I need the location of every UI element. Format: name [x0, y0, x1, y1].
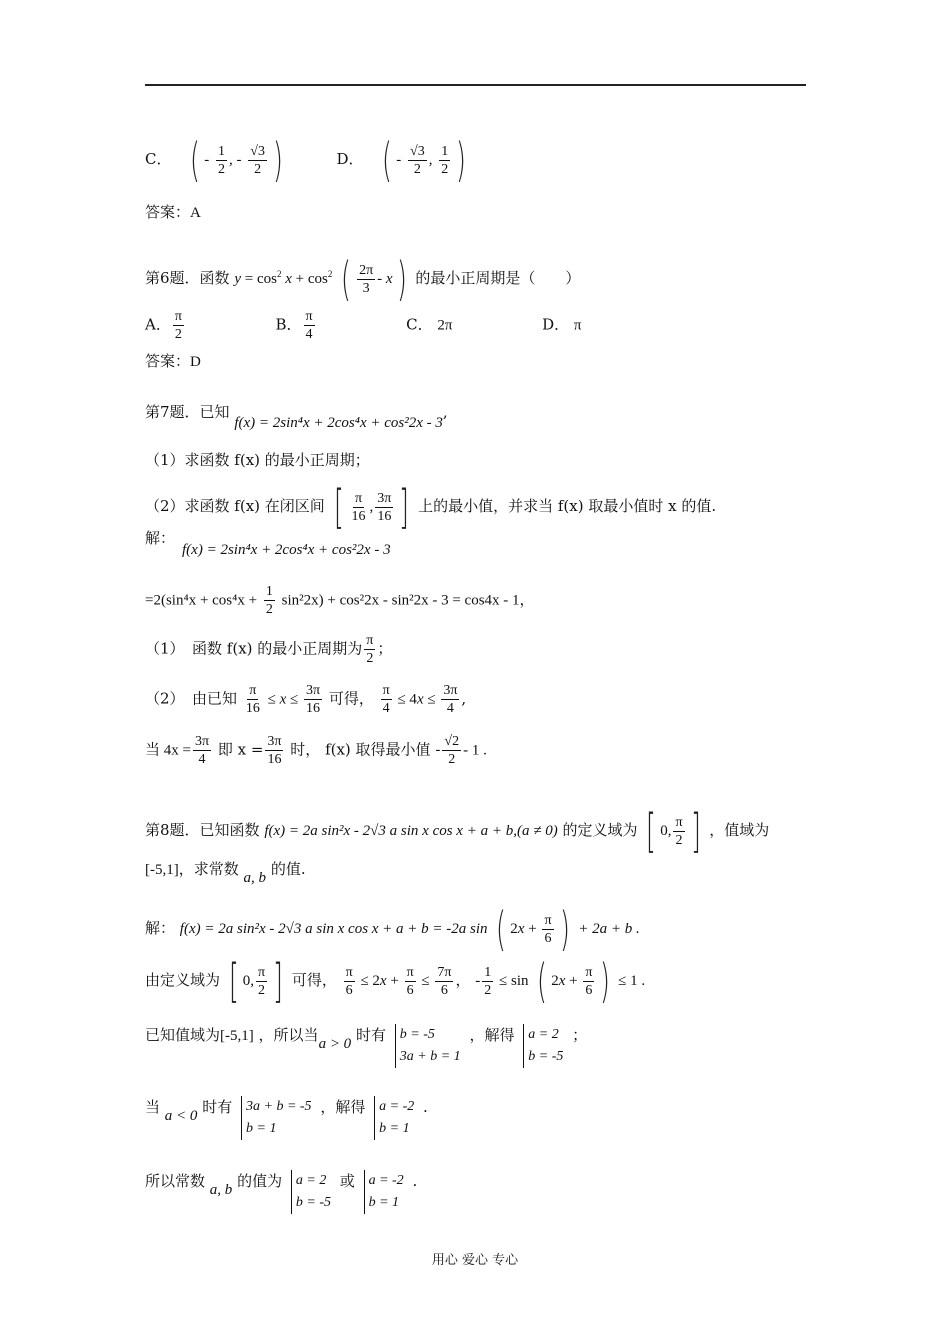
q8-range: [-5,1]，求常数 a, b 的值.: [145, 860, 306, 886]
q7-answer1: （1） 函数 f(x) 的最小正周期为 $\frac{\pi}{2}$ ；: [145, 633, 393, 666]
page-footer: 用心 爱心 专心: [431, 1253, 519, 1268]
q6-answer: 答案：D: [145, 352, 201, 370]
header-rule: [145, 84, 806, 86]
q5-options: C． ( - $\frac{1}{2}$ , - $\frac{√3}{2}$ ) D． ( - $\frac{√3}{2}$ , $\frac{1}{2}$ ): [145, 133, 467, 187]
q7-answer3: 当 4x = $\frac{3\pi}{4}$ 即 x = $\frac{3\pi}{16}$ 时， f(x) 取得最小值 - $\frac{√2}{2}$ - 1 .: [145, 734, 487, 767]
q7-title: 第7题．已知 f(x) = 2sin⁴x + 2cos⁴x + cos²2x - 3,: [145, 403, 448, 431]
q7-answer2: （2） 由已知 $\frac{\pi}{16}$ ≤ x ≤ $\frac{3\pi}{16}$ 可得， $\frac{\pi}{4}$ ≤ 4x ≤ $\frac{3\pi}{4}$ ,: [145, 683, 467, 716]
q8-solution: 解： f(x) = 2a sin²x - 2√3 a sin x cos x + a + b = -2a sin ( 2x + $\frac{\pi}{6}$ ) + 2a + b .: [145, 902, 640, 956]
q8-domain-step: 由定义域为 [ 0, $\frac{\pi}{2}$ ] 可得， $\frac{\pi}{6}$ ≤ 2x + $\frac{\pi}{6}$ ≤ $\frac{7\pi}{6}$ ， - $\frac{1}{2}$ ≤ sin ( 2x + $\frac{\pi}{6}$ ) ≤ 1 .: [145, 954, 646, 1008]
q8-negative-case: 当 a < 0 时有 3a + b = -5 b = 1 ，解得 a = -2 b = 1 .: [145, 1086, 428, 1130]
q7-part1: （1）求函数 f(x) 的最小正周期；: [145, 451, 370, 469]
q7-solution-step2: =2(sin⁴x + cos⁴x + $\frac{1}{2}$ sin²2x) + cos²2x - sin²2x - 3 = cos4x - 1，: [145, 584, 535, 617]
option-d-label: D．: [336, 150, 364, 168]
q5-answer: 答案：A: [145, 203, 201, 221]
q8-final: 所以常数 a, b 的值为 a = 2 b = -5 或 a = -2 b = 1 .: [145, 1160, 417, 1204]
q8-positive-case: 已知值域为[-5,1] ，所以当a > 0 时有 b = -5 3a + b = 1 ，解得 a = 2 b = -5 ；: [145, 1014, 587, 1058]
q6-options: A． $\frac{\pi}{2}$ B． $\frac{\pi}{4}$ C． 2π D． π: [145, 309, 582, 342]
q6-title: 第6题．函数 $y = \cos^2 x + \cos^2$ ( $\frac{2\pi}{3}$ - x) 的最小正周期是（ ）: [145, 252, 581, 306]
q7-part2: （2）求函数 f(x) 在闭区间 [ $\frac{\pi}{16}$ , $\frac{3\pi}{16}$ ] 上的最小值，并求当 f(x) 取最小值时 x 的值.: [145, 480, 717, 534]
q7-solution-label: 解：: [145, 529, 176, 547]
q8-title: 第8题．已知函数 f(x) = 2a sin²x - 2√3 a sin x cos x + a + b,(a ≠ 0) 的定义域为 [ 0, $\frac{\pi}{2}$ ] ，值域为: [145, 804, 770, 858]
option-c-label: C．: [145, 150, 172, 168]
q7-solution-step1: f(x) = 2sin⁴x + 2cos⁴x + cos²2x - 3: [182, 542, 391, 558]
